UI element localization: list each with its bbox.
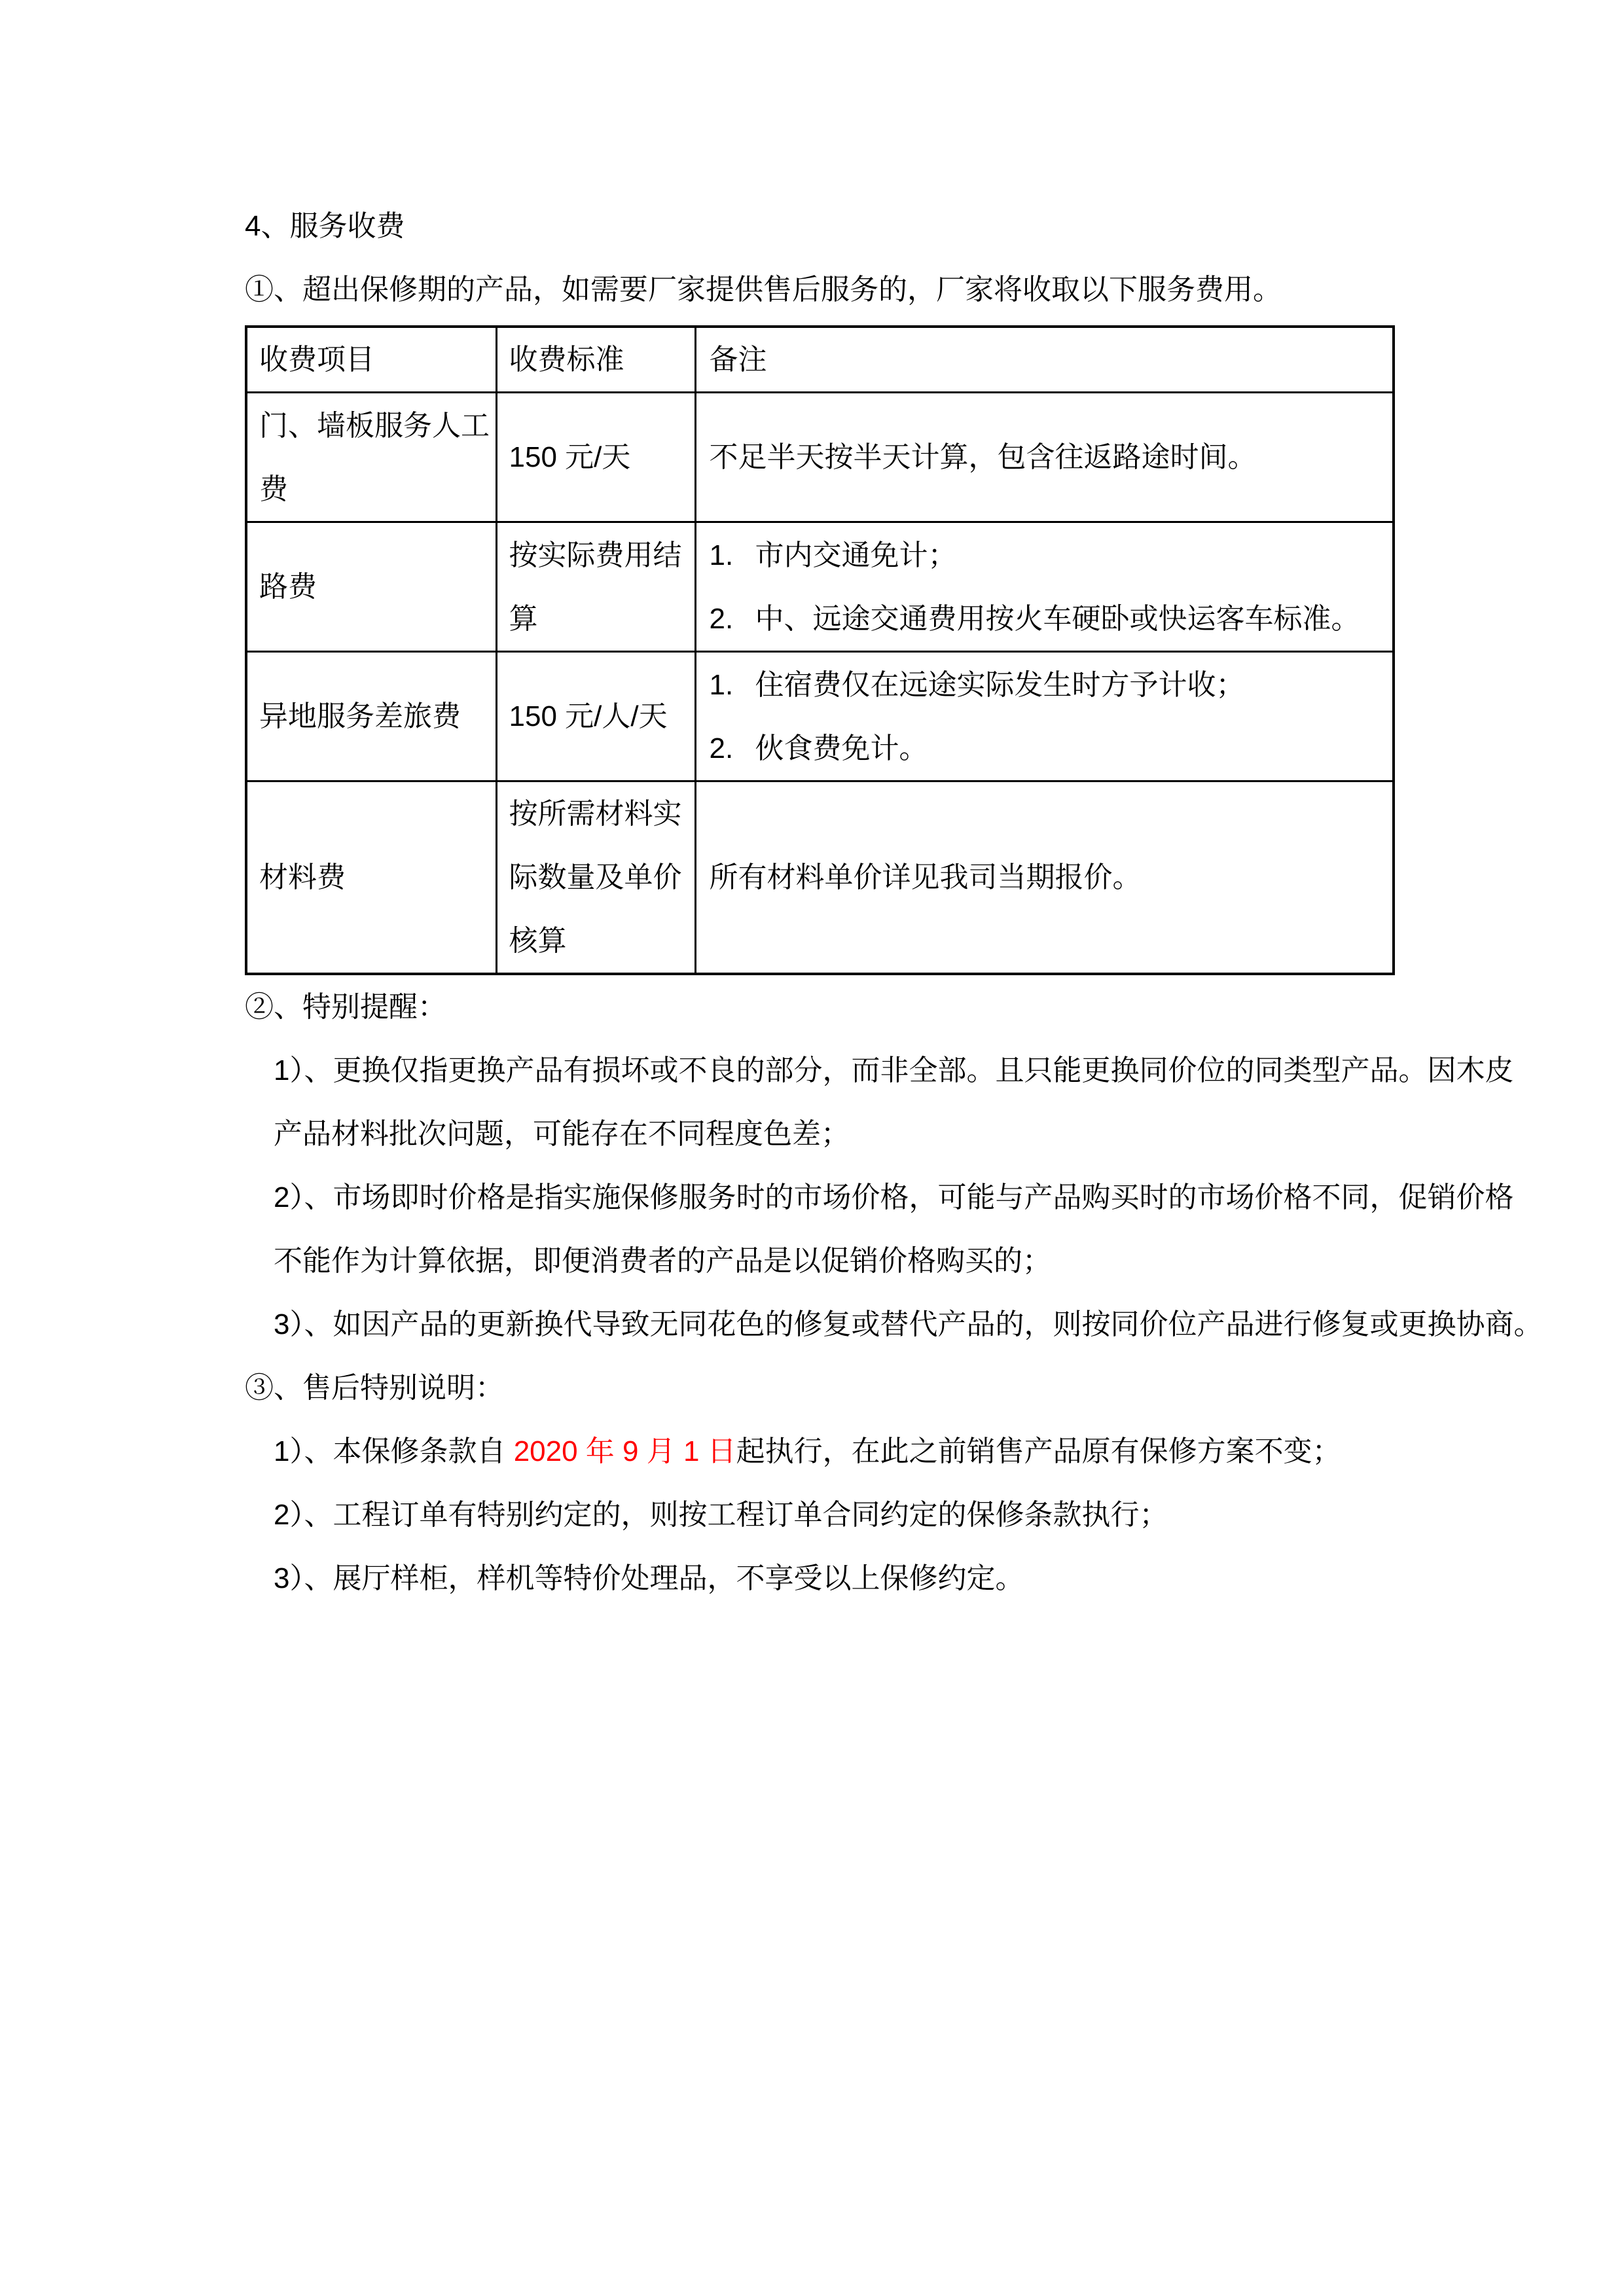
table-header-row [246, 327, 1394, 393]
cell-fee-item: 门、墙板服务人工 费 [246, 393, 496, 522]
list-marker: 2. [709, 602, 734, 635]
cell-fee-item: 材料费 [246, 781, 496, 975]
cell-fee-standard: 150 元/人/天 [496, 652, 695, 781]
header-fee-standard: 收费标准 [496, 327, 695, 393]
table-row [246, 652, 1394, 781]
section-heading: 4、服务收费 [245, 210, 405, 242]
notice-item-line: 3）、如因产品的更新换代导致无同花色的修复或替代产品的，则按同价位产品进行修复或更换协商。 [274, 1308, 1543, 1340]
document-page [245, 0, 1554, 1610]
cell-remark: 1. 住宿费仅在远途实际发生时方予计收； 2. 伙食费免计。 [695, 652, 1394, 781]
cell-fee-standard: 150 元/天 [496, 393, 695, 522]
section2-title: ②、特别提醒： [245, 991, 446, 1023]
notice-item-line: 产品材料批次问题，可能存在不同程度色差； [274, 1118, 850, 1150]
cell-fee-item: 异地服务差旅费 [246, 652, 496, 781]
cell-fee-standard: 按所需材料实 际数量及单价 核算 [496, 781, 695, 975]
table-row [246, 781, 1394, 975]
table-row [246, 522, 1394, 652]
section3-title: ③、售后特别说明： [245, 1372, 504, 1404]
service-fees-table [245, 325, 1395, 975]
cell-remark: 所有材料单价详见我司当期报价。 [695, 781, 1394, 975]
aftersale-item-line: 3）、展厅样柜，样机等特价处理品，不享受以上保修约定。 [274, 1562, 1024, 1594]
aftersale-item-line: 2）、工程订单有特别约定的，则按工程订单合同约定的保修条款执行； [274, 1499, 1168, 1531]
header-remark: 备注 [695, 327, 1394, 393]
list-marker: 1. [709, 539, 734, 571]
notice-item-line: 1）、更换仅指更换产品有损坏或不良的部分，而非全部。且只能更换同价位的同类型产品。因木皮 [274, 1054, 1514, 1086]
cell-fee-standard: 按实际费用结 算 [496, 522, 695, 652]
notice-item-line: 2）、市场即时价格是指实施保修服务时的市场价格，可能与产品购买时的市场价格不同，促销价格 [274, 1181, 1514, 1213]
table-row [246, 393, 1394, 522]
notice-item-line: 不能作为计算依据，即便消费者的产品是以促销价格购买的； [274, 1245, 1051, 1277]
aftersale-item-line: 1）、本保修条款自 2020 年 9 月 1 日起执行，在此之前销售产品原有保修方案不变； [274, 1435, 1341, 1467]
intro-paragraph: ①、超出保修期的产品，如需要厂家提供售后服务的，厂家将收取以下服务费用。 [245, 274, 1282, 306]
cell-remark: 1. 市内交通免计； 2. 中、远途交通费用按火车硬卧或快运客车标准。 [695, 522, 1394, 652]
cell-remark: 不足半天按半天计算，包含往返路途时间。 [695, 393, 1394, 522]
list-marker: 1. [709, 668, 734, 701]
header-fee-item: 收费项目 [246, 327, 496, 393]
effective-date: 2020 年 9 月 1 日 [513, 1435, 736, 1467]
cell-fee-item: 路费 [246, 522, 496, 652]
list-marker: 2. [709, 732, 734, 764]
